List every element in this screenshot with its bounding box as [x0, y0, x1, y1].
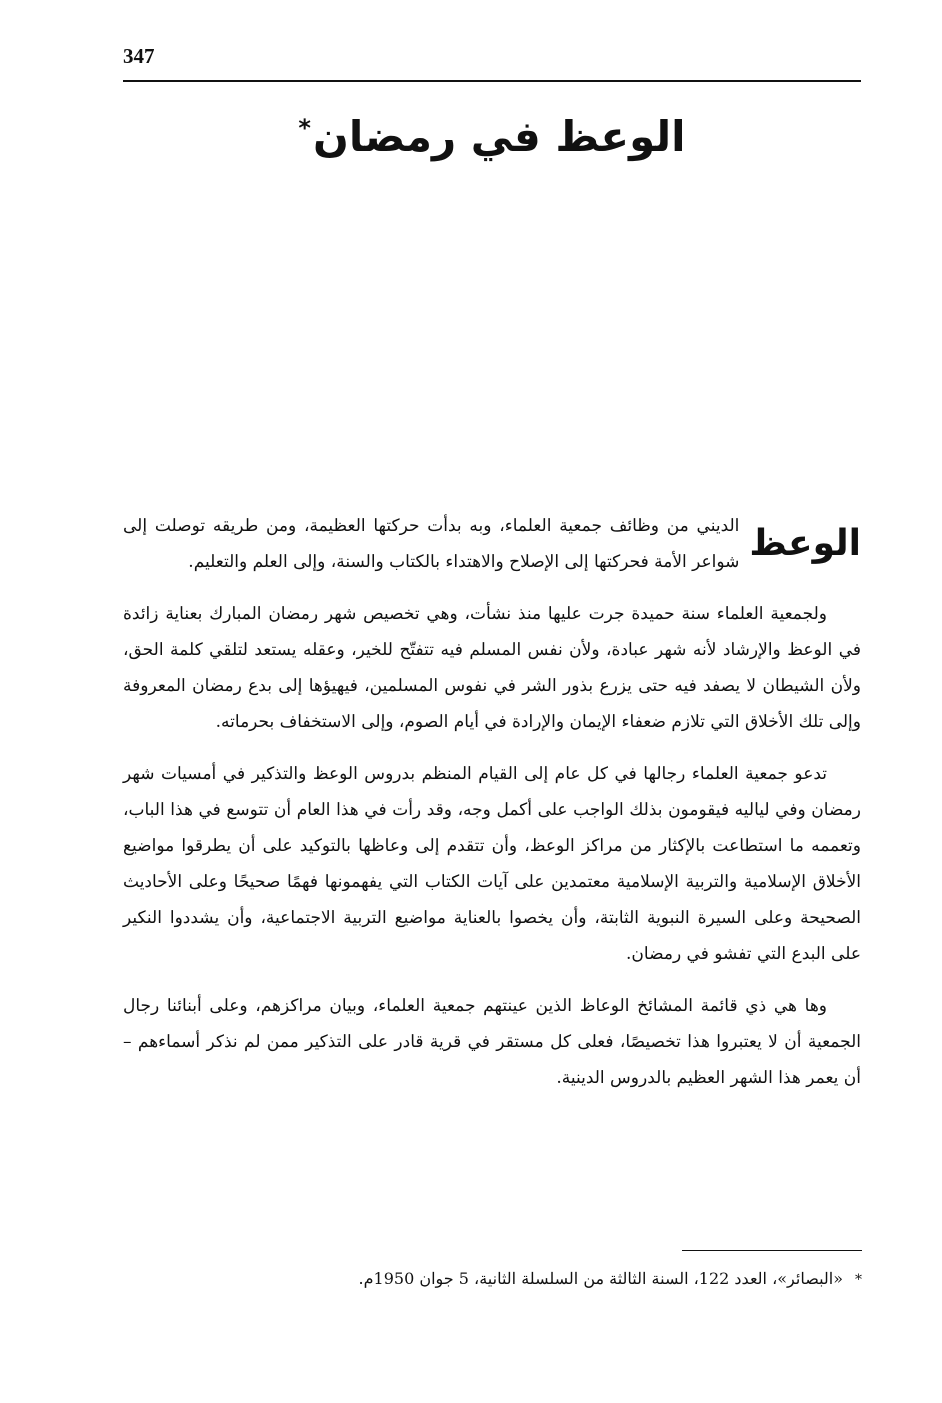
article-body: [123, 508, 861, 1096]
footnote-text: «البصائر»، العدد 122، السنة الثالثة من السلسلة الثانية، 5 جوان 1950م.: [358, 1269, 843, 1288]
drop-word: الوعظ: [749, 523, 861, 564]
paragraph-1: [123, 508, 861, 580]
paragraph-2: ولجمعية العلماء سنة حميدة جرت عليها منذ نشأت، وهي تخصيص شهر رمضان المبارك بعناية زائدة في الوعظ والإرشاد لأنه شهر عبادة، ولأن نفس المسلم فيه تتفتّح للخير، وعقله يستعد لتلقي كلمة الحق، ولأن الشيطان لا يصفد فيه حتى يزرع بذور الشر في نفوس المسلمين، فيهيؤها إلى بدع رمضان المعروفة وإلى تلك الأخلاق التي تلازم ضعفاء الإيمان والإرادة في أيام الصوم، وإلى الاستخفاف بحرماته.: [123, 604, 861, 732]
paragraph-3: تدعو جمعية العلماء رجالها في كل عام إلى القيام المنظم بدروس الوعظ والتذكير في أمسيات شهر رمضان وفي لياليه فيقومون بذلك الواجب على أكمل وجه، وقد رأت في هذا العام أن تتوسع في هذا الباب، وتعممه ما استطاعت بالإكثار من مراكز الوعظ، وأن تتقدم إلى وعاظها بالتوكيد على أن يطرقوا مواضيع الأخلاق الإسلامية والتربية الإسلامية معتمدين على آيات الكتاب التي يفهمونها فهمًا صحيحًا وعلى الأحاديث الصحيحة وعلى السيرة النبوية الثابتة، وأن يخصوا بالعناية مواضيع التربية الاجتماعية، وأن يشددوا النكير على البدع التي تفشو في رمضان.: [123, 764, 861, 964]
article-title: [123, 112, 861, 162]
page-number: 347: [123, 44, 155, 68]
header-rule: [123, 80, 861, 82]
paragraph-1-text: الديني من وظائف جمعية العلماء، وبه بدأت حركتها العظيمة، ومن طريقه توصلت إلى شواعر الأمة فحركتها إلى الإصلاح والاهتداء بالكتاب والسنة، وإلى العلم والتعليم.: [123, 516, 740, 572]
paragraph-4: وها هي ذي قائمة المشائخ الوعاظ الذين عينتهم جمعية العلماء، وبيان مراكزهم، وعلى أبنائنا رجال الجمعية أن لا يعتبروا هذا تخصيصًا، فعلى كل مستقر في قرية قادر على التذكير ممن لم نذكر أسماءهم – أن يعمر هذا الشهر العظيم بالدروس الدينية.: [123, 996, 861, 1088]
article-title-text: الوعظ في رمضان: [312, 112, 686, 161]
footnote: [124, 1264, 862, 1295]
footnote-rule: [682, 1250, 862, 1251]
footnote-mark: *: [855, 1272, 862, 1288]
title-footnote-mark: *: [298, 114, 311, 142]
